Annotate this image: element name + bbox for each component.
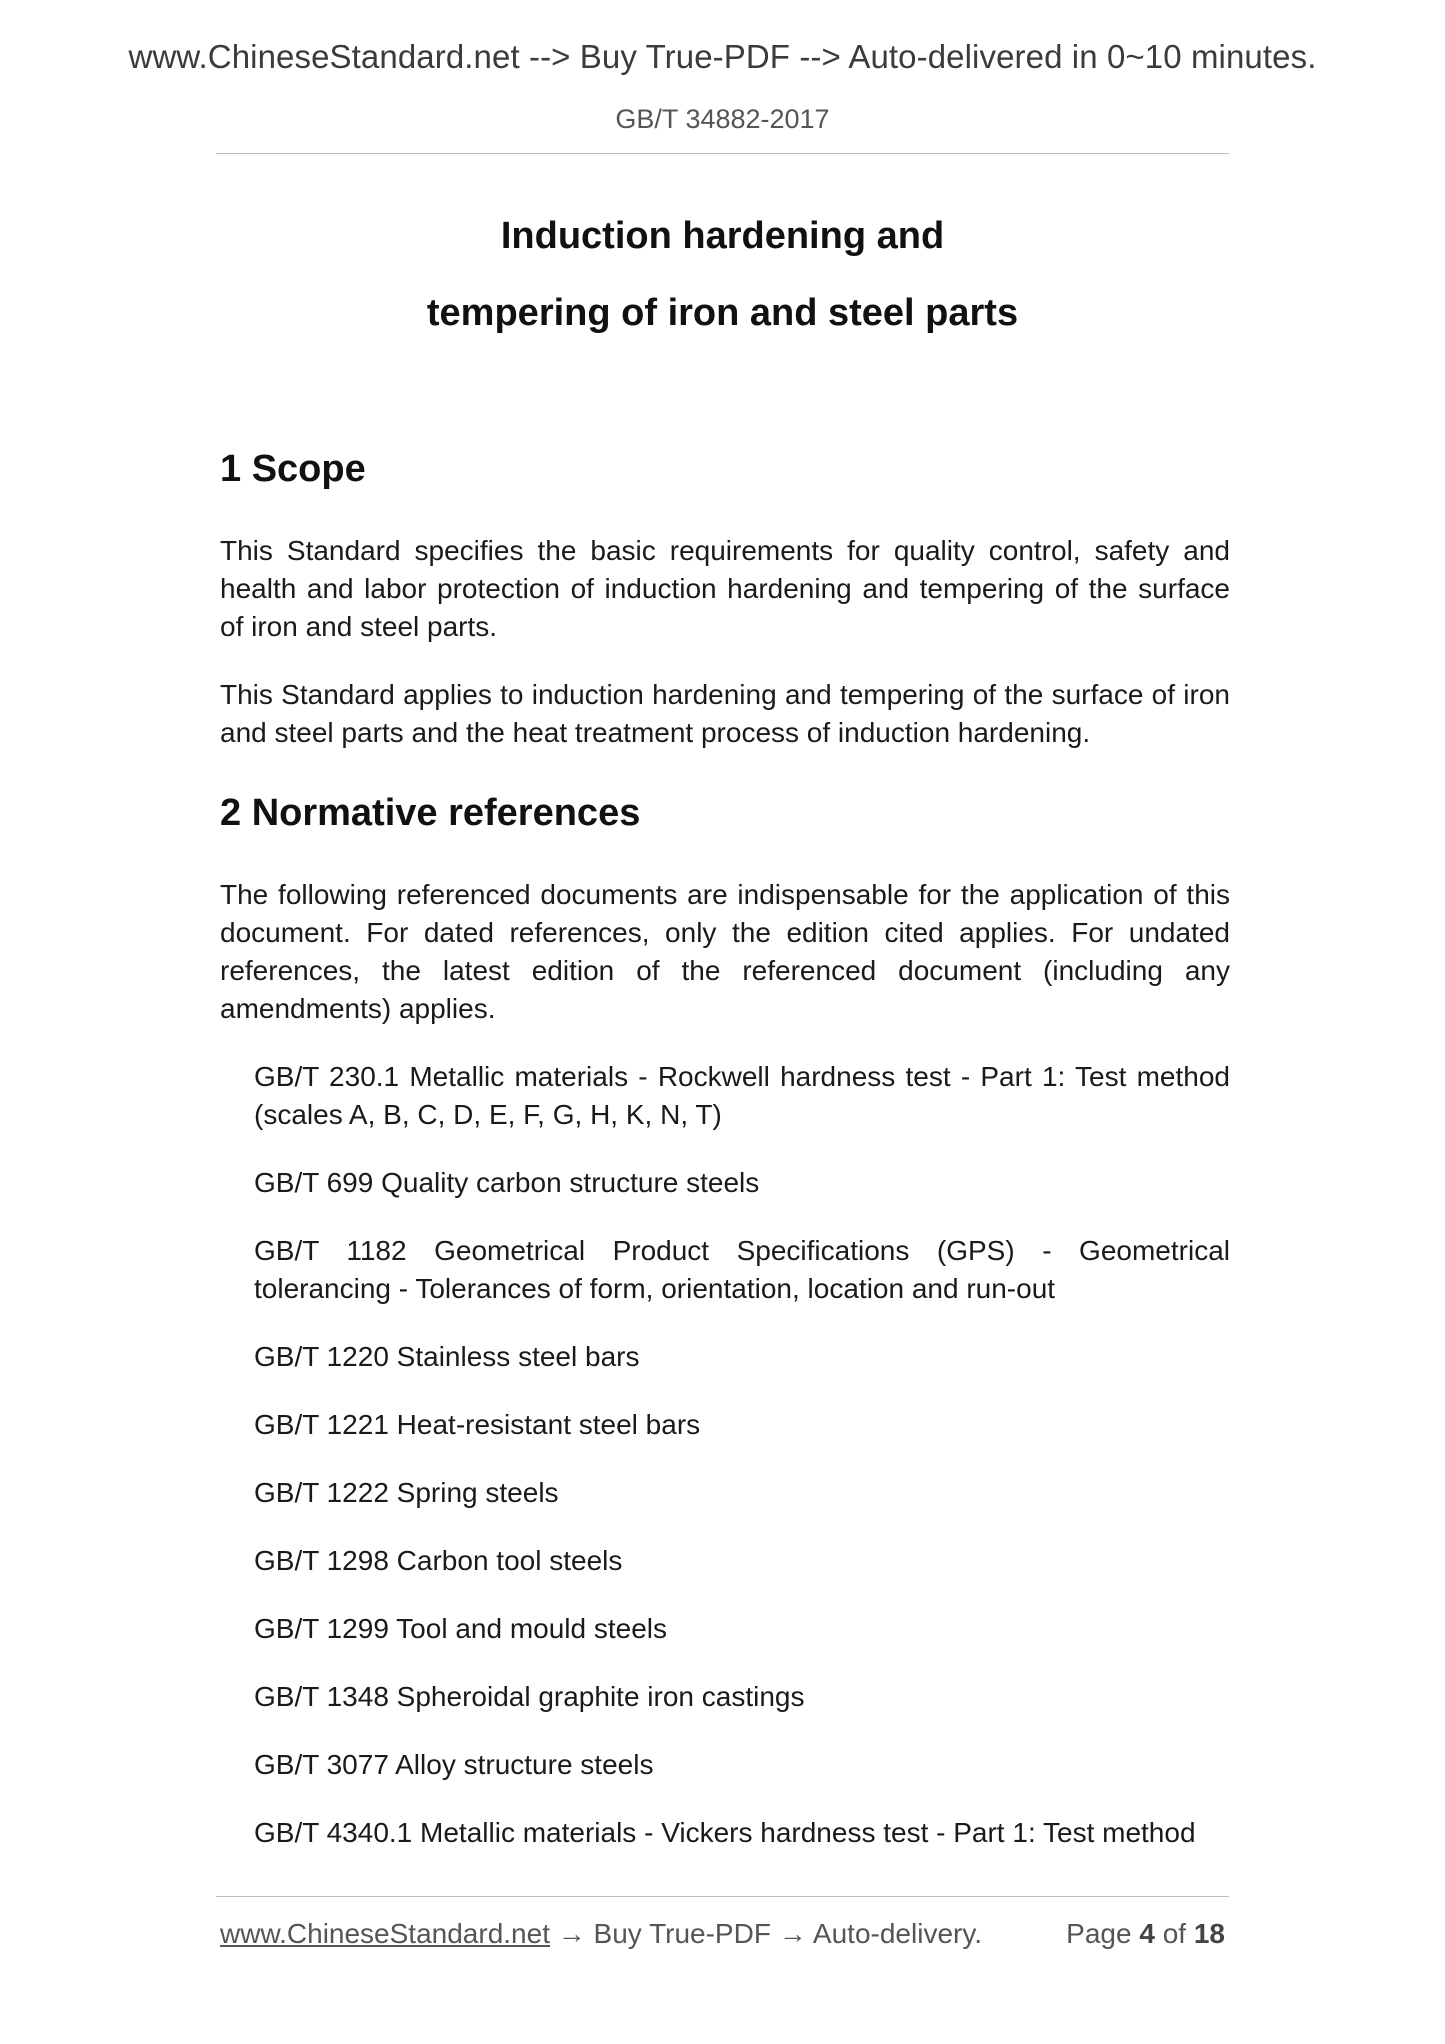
reference-item: GB/T 3077 Alloy structure steels [254,1749,654,1780]
reference-item: GB/T 230.1 Metallic materials - Rockwell hardness test - Part 1: Test method (scales A, B, C, D, E, F, G, H, K, N, T) [254,1061,1230,1130]
page-label: Page [1066,1918,1132,1949]
reference-list [220,1058,1230,1852]
reference-item: GB/T 1221 Heat-resistant steel bars [254,1409,701,1440]
reference-item: GB/T 1182 Geometrical Product Specifications (GPS) - Geometrical tolerancing - Tolerances of form, orientation, location and run-out [254,1235,1230,1304]
title-line-1: Induction hardening and [500,215,945,257]
reference-item: GB/T 699 Quality carbon structure steels [254,1167,760,1198]
footer-promo [220,1918,982,1950]
page-number [1066,1918,1225,1950]
title-line-2: tempering of iron and steel parts [426,292,1019,334]
document-title [0,198,1445,352]
reference-item: GB/T 1299 Tool and mould steels [254,1613,667,1644]
references-intro-paragraph: The following referenced documents are indispensable for the application of this document. For dated references, only the edition cited applies. For undated references, the latest edition of the referenced document (including any amendments) applies. [220,879,1230,1024]
reference-item: GB/T 1298 Carbon tool steels [254,1545,623,1576]
section-heading-scope: 1 Scope [220,448,366,490]
standard-code: GB/T 34882-2017 [615,104,830,134]
reference-item: GB/T 1220 Stainless steel bars [254,1341,640,1372]
header-divider [216,153,1229,154]
top-banner: www.ChineseStandard.net --> Buy True-PDF --> Auto-delivered in 0~10 minutes. [128,38,1317,75]
footer-tagline: → Buy True-PDF → Auto-delivery. [549,1918,983,1949]
page-of-label: of [1162,1918,1187,1949]
page-total: 18 [1193,1918,1225,1949]
reference-item: GB/T 4340.1 Metallic materials - Vickers hardness test - Part 1: Test method [254,1817,1196,1848]
reference-item: GB/T 1222 Spring steels [254,1477,559,1508]
scope-paragraph-1: This Standard specifies the basic requirements for quality control, safety and health and labor protection of induction hardening and tempering of the surface of iron and steel parts. [220,535,1230,642]
footer-divider [216,1896,1229,1897]
page-current: 4 [1139,1918,1155,1949]
document-body [220,446,1230,1852]
footer-site-link[interactable]: www.ChineseStandard.net [220,1918,550,1949]
scope-paragraph-2: This Standard applies to induction hardening and tempering of the surface of iron and steel parts and the heat treatment process of induction hardening. [220,679,1230,748]
section-heading-normative-references: 2 Normative references [220,792,641,834]
reference-item: GB/T 1348 Spheroidal graphite iron castings [254,1681,805,1712]
